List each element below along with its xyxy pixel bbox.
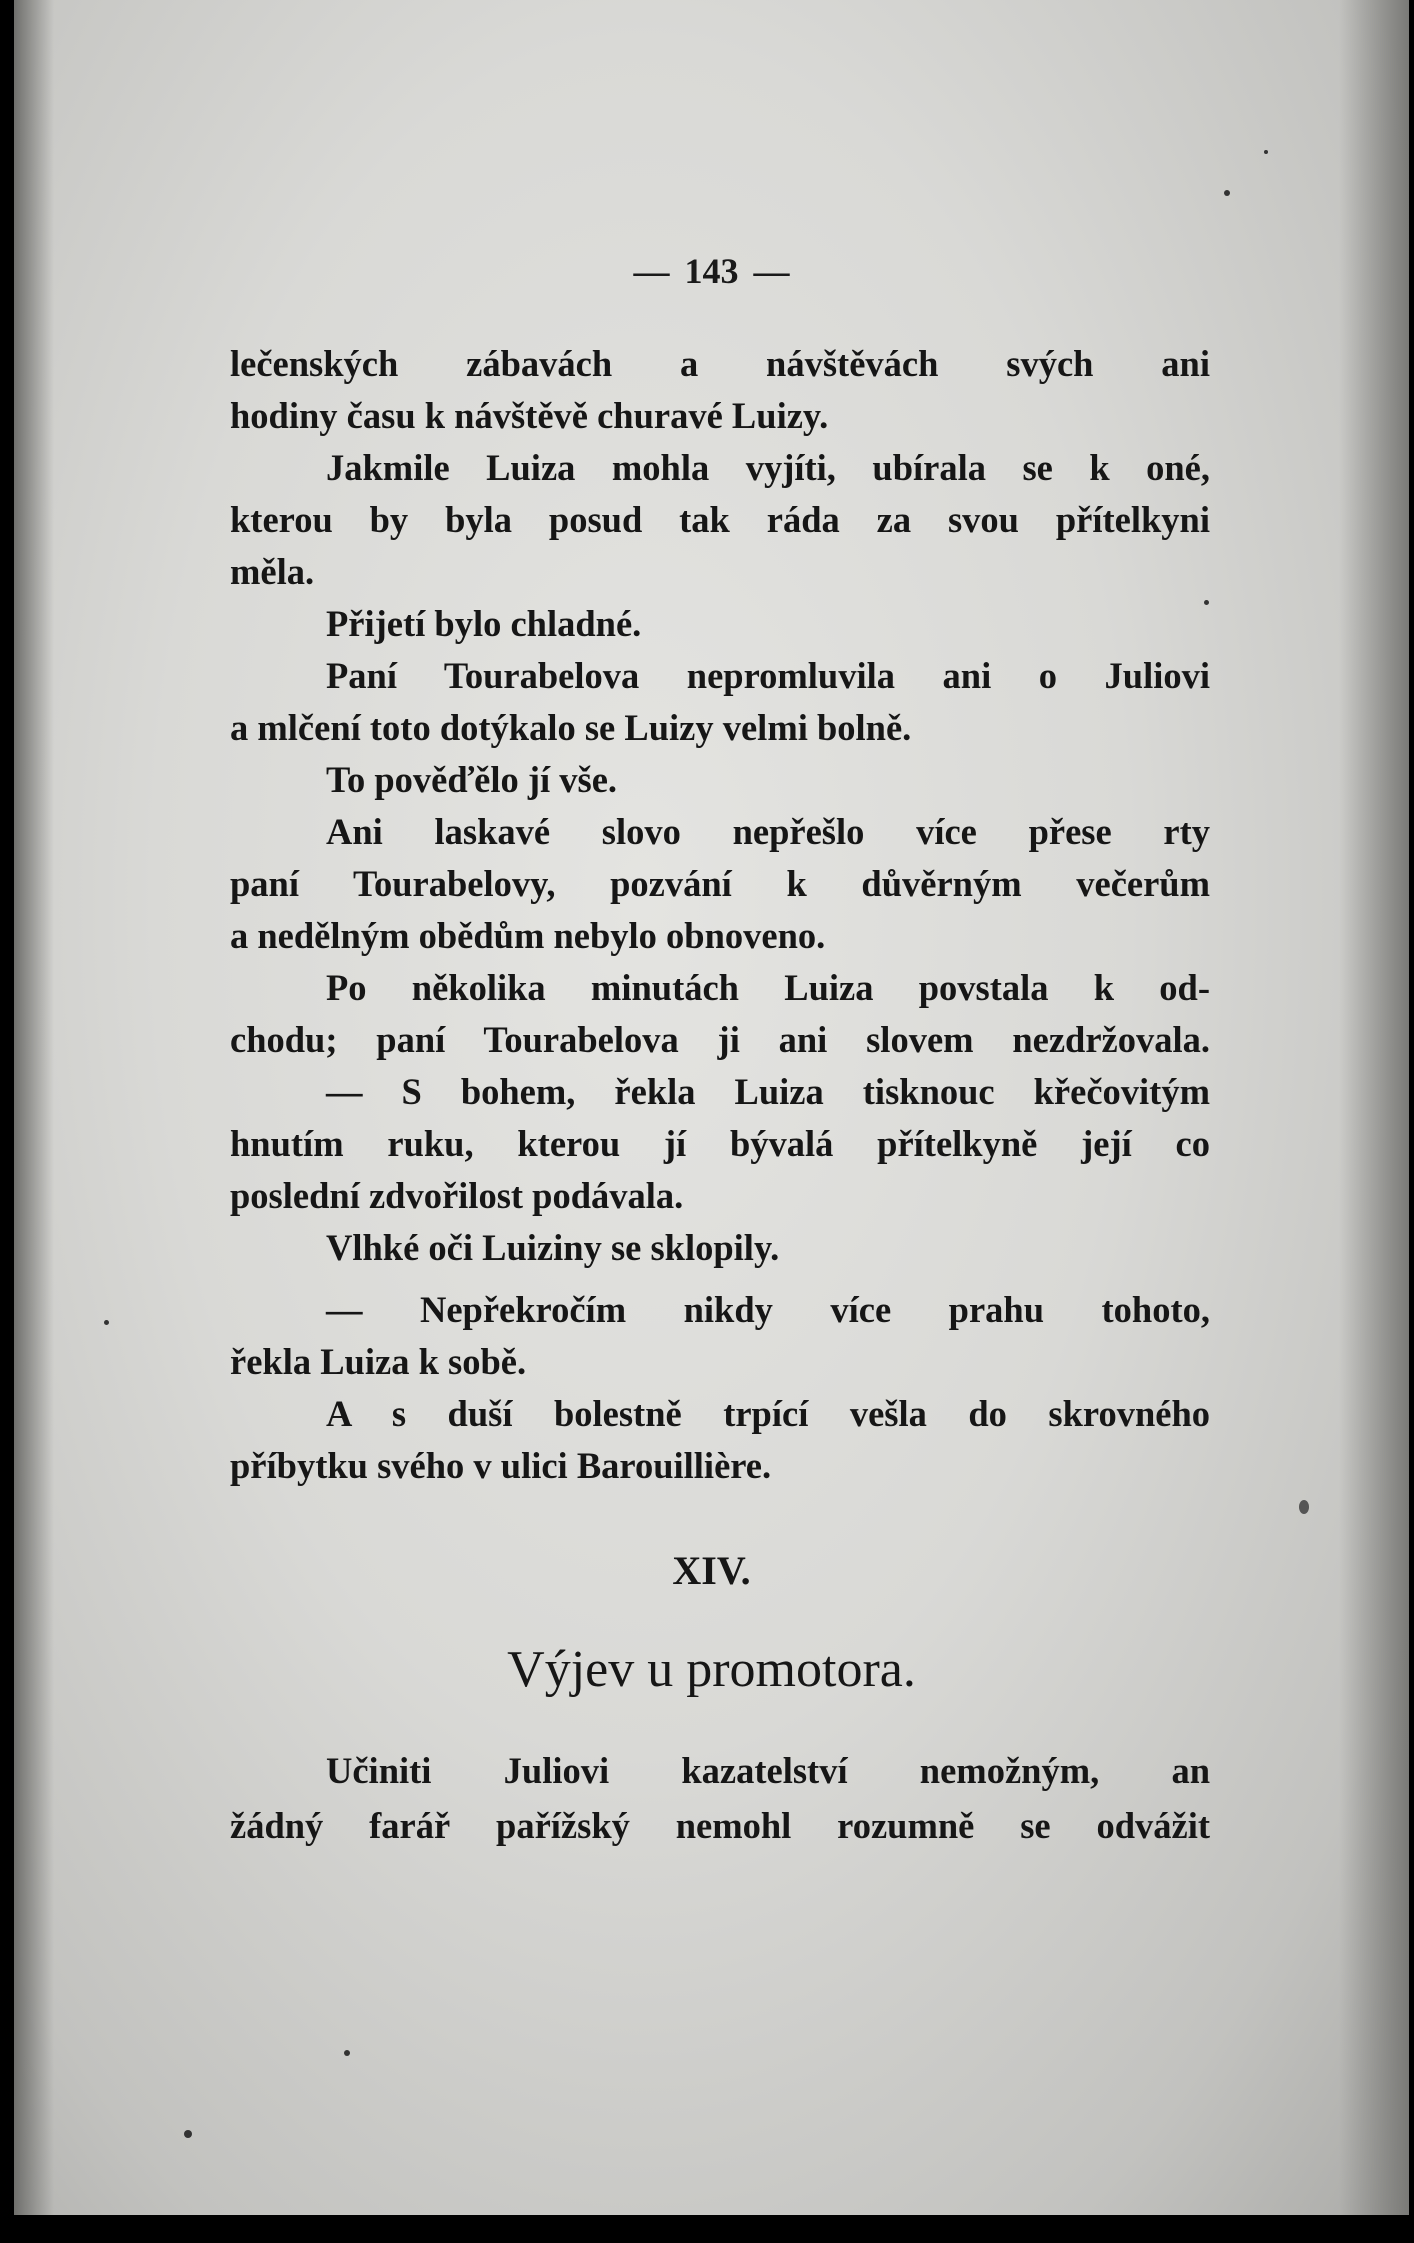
chapter-title: Výjev u promotora. bbox=[507, 1641, 916, 1698]
text-line: paní Tourabelovy, pozvání k důvěrným večerům bbox=[230, 863, 1210, 904]
text-line: lečenských zábavách a návštěvách svých ani bbox=[230, 343, 1210, 384]
paper-speck bbox=[344, 2050, 350, 2056]
chapter-number: XIV. bbox=[672, 1548, 751, 1593]
paper-speck bbox=[1224, 190, 1230, 196]
paper-speck bbox=[1299, 1500, 1309, 1514]
text-line: poslední zdvořilost podávala. bbox=[230, 1175, 684, 1216]
paper-speck bbox=[104, 1320, 109, 1325]
text-line: Jakmile Luiza mohla vyjíti, ubírala se k oné, bbox=[326, 447, 1210, 488]
book-page bbox=[14, 0, 1409, 2243]
text-line: žádný farář pařížský nemohl rozumně se odvážit bbox=[230, 1805, 1210, 1846]
text-line: a mlčení toto dotýkalo se Luizy velmi bolně. bbox=[230, 707, 912, 748]
text-line: a nedělným obědům nebylo obnoveno. bbox=[230, 915, 826, 956]
text-line: — S bohem, řekla Luiza tisknouc křečovitým bbox=[326, 1071, 1210, 1112]
page-right-shadow bbox=[1339, 0, 1409, 2243]
text-line: příbytku svého v ulici Barouillière. bbox=[230, 1445, 772, 1486]
text-line: Ani laskavé slovo nepřešlo více přese rty bbox=[326, 811, 1210, 852]
text-line: Přijetí bylo chladné. bbox=[326, 603, 642, 644]
text-line: měla. bbox=[230, 551, 315, 592]
text-line: řekla Luiza k sobě. bbox=[230, 1341, 527, 1382]
text-line: hnutím ruku, kterou jí bývalá přítelkyně její co bbox=[230, 1123, 1210, 1164]
text-line: hodiny času k návštěvě churavé Luizy. bbox=[230, 395, 829, 436]
page-left-shadow bbox=[14, 0, 54, 2243]
text-line: kterou by byla posud tak ráda za svou přítelkyni bbox=[230, 499, 1210, 540]
paper-speck bbox=[1264, 150, 1268, 154]
text-line: To pověďělo jí vše. bbox=[326, 759, 618, 800]
text-line: — Nepřekročím nikdy více prahu tohoto, bbox=[326, 1289, 1210, 1330]
page-number: — 143 — bbox=[633, 251, 790, 291]
paper-speck bbox=[184, 2130, 192, 2138]
text-line: Po několika minutách Luiza povstala k od- bbox=[326, 967, 1210, 1008]
text-line: Vlhké oči Luiziny se sklopily. bbox=[326, 1227, 780, 1268]
text-line: Učiniti Juliovi kazatelství nemožným, an bbox=[326, 1750, 1210, 1791]
text-line: chodu; paní Tourabelova ji ani slovem nezdržovala. bbox=[230, 1019, 1210, 1060]
text-line: A s duší bolestně trpící vešla do skrovného bbox=[326, 1393, 1210, 1434]
page-bottom-edge bbox=[14, 2215, 1409, 2243]
text-line: Paní Tourabelova nepromluvila ani o Juliovi bbox=[326, 655, 1210, 696]
